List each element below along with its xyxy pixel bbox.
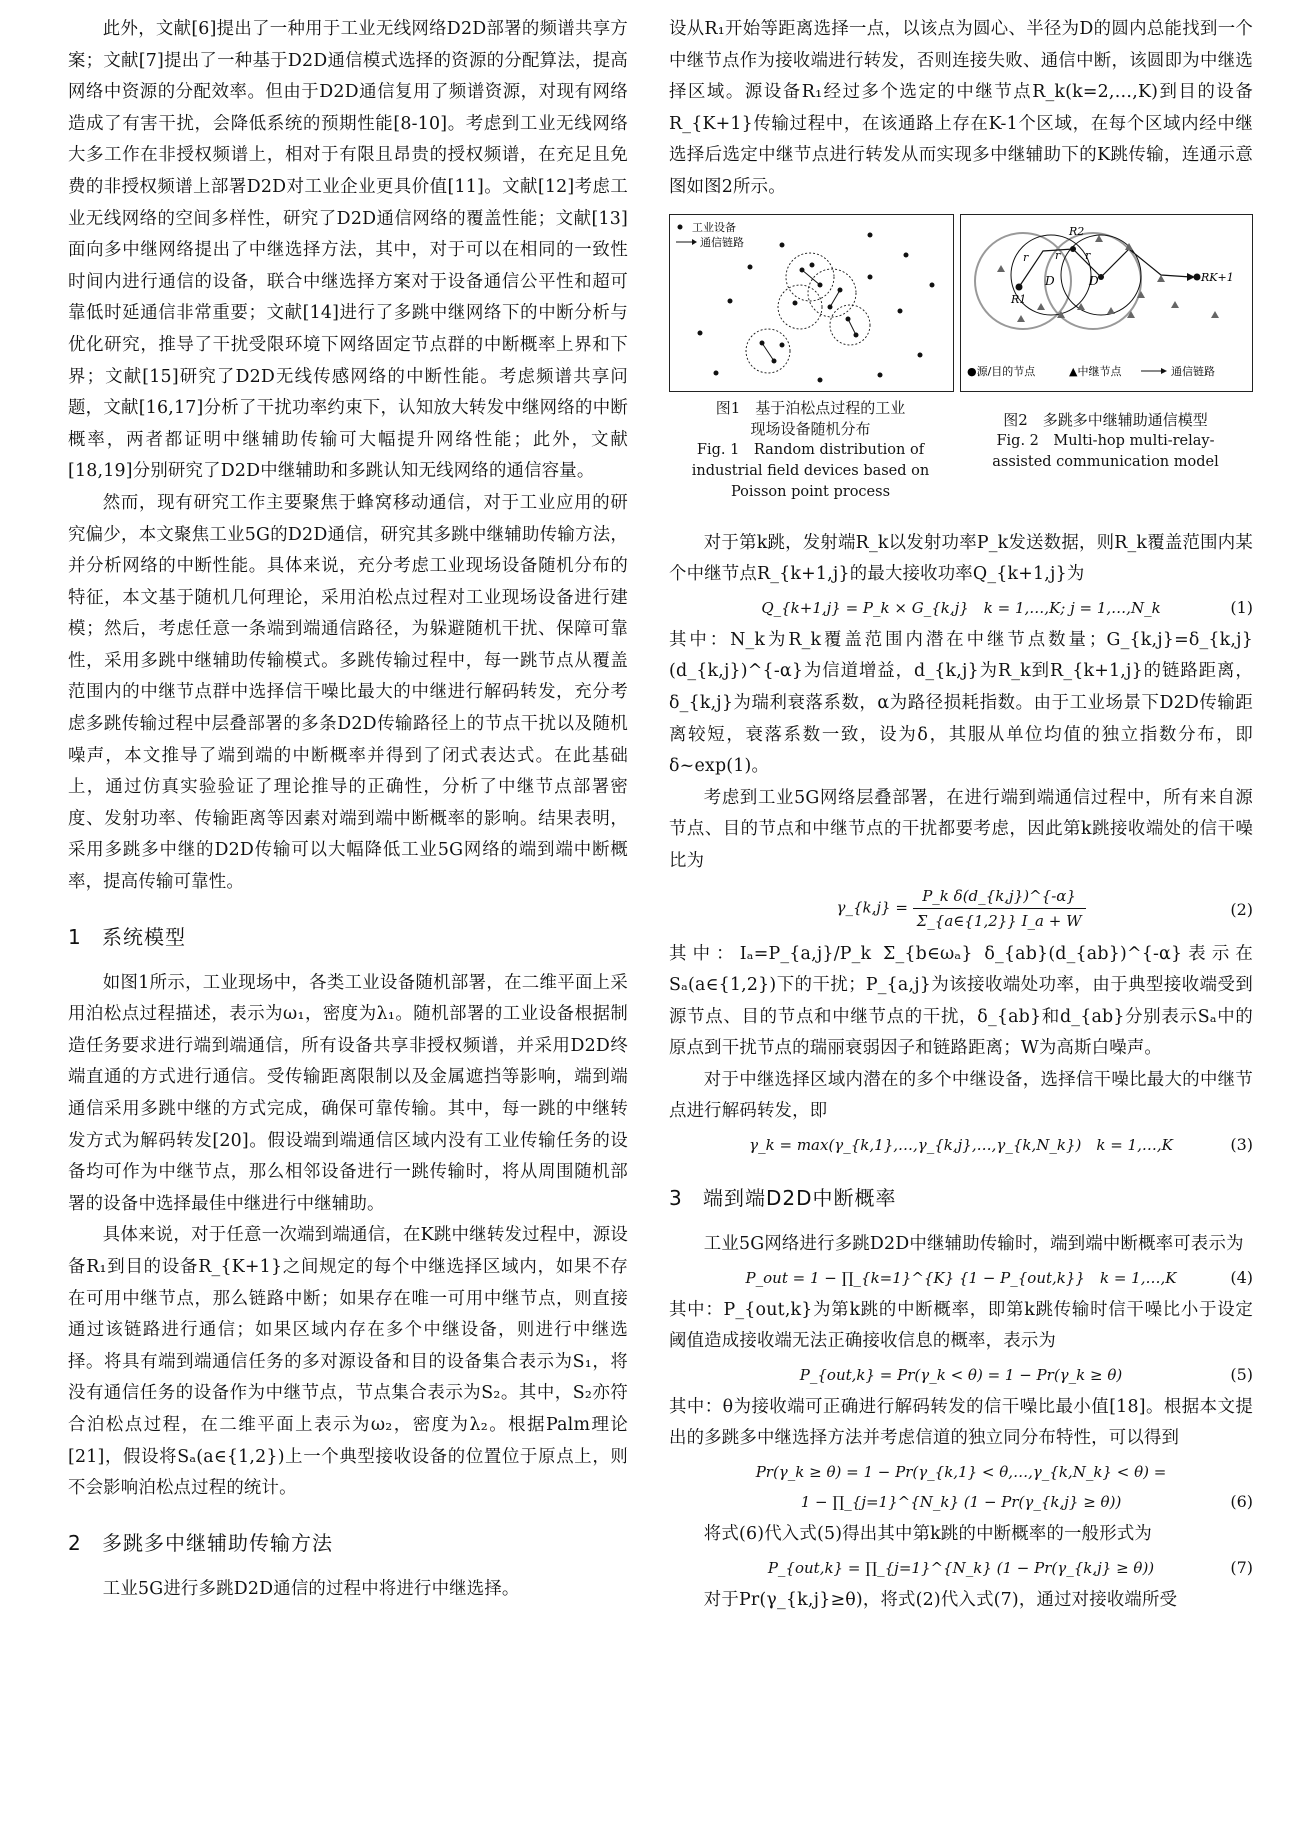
caption-en: industrial field devices based on bbox=[691, 462, 930, 479]
equation-fraction bbox=[913, 884, 1086, 933]
left-column bbox=[68, 14, 628, 1605]
section-title: 多跳多中继辅助传输方法 bbox=[102, 1530, 333, 1555]
fraction-denominator: Σ_{a∈{1,2}} I_a + W bbox=[916, 911, 1082, 930]
caption-cn: 现场设备随机分布 bbox=[750, 419, 871, 438]
fraction-numerator: P_k δ(d_{k,j})^{-α} bbox=[913, 884, 1086, 909]
paragraph: 其中：Iₐ=P_{a,j}/P_k Σ_{b∈ωₐ} δ_{ab}(d_{ab})^{-α}表示在Sₐ(a∈{1,2})下的干扰；P_{a,j}为该接收端处功率，由于典型接收端受到源节点、目的节点和中继节点的干扰，δ_{ab}和d_{ab}分别表示Sₐ中的原点到干扰节点的瑞丽衰弱因子和链路距离；W为高斯白噪声。 bbox=[669, 943, 1253, 1059]
equation-body: Q_{k+1,j} = P_k × G_{k,j} k = 1,…,K; j = 1,…,N_k bbox=[761, 598, 1161, 617]
section-number: 3 bbox=[669, 1186, 683, 1211]
legend-device-label: 工业设备 bbox=[692, 220, 736, 234]
fig2-selection-circles bbox=[1011, 235, 1141, 315]
paragraph: 将式(6)代入式(5)得出其中第k跳的中断概率的一般形式为 bbox=[703, 1524, 1152, 1545]
paragraph: 对于第k跳，发射端R_k以发射功率P_k发送数据，则R_k覆盖范围内某个中继节点R_{k+1,j}的最大接收功率Q_{k+1,j}为 bbox=[669, 532, 1253, 585]
paragraph: 然而，现有研究工作主要聚焦于蜂窝移动通信，对于工业应用的研究偏少，本文聚焦工业5G的D2D通信，研究其多跳中继辅助传输方法，并分析网络的中断性能。具体来说，充分考虑工业现场设备随机分布的特征，本文基于随机几何理论，采用泊松点过程对工业现场设备进行建模；然后，考虑任意一条端到端通信路径，为躲避随机干扰、保障可靠性，采用多跳中继辅助传输模式。多跳传输过程中，每一跳节点从覆盖范围内的中继节点群中选择信干噪比最大的中继进行解码转发，充分考虑多跳传输过程中层叠部署的多条D2D传输路径上的节点干扰以及随机噪声，本文推导了端到端的中断概率并得到了闭式表达式。在此基础上，通过仿真实验验证了理论推导的正确性，分析了中继节点部署密度、发射功率、传输距离等因素对端到端中断概率的影响。结果表明，采用多跳多中继的D2D传输可以大幅降低工业5G网络的端到端中断概率，提高传输可靠性。 bbox=[68, 492, 628, 893]
equation-4 bbox=[669, 1263, 1253, 1293]
paragraph: 其中：P_{out,k}为第k跳的中断概率，即第k跳传输时信干噪比小于设定阈值造成接收端无法正确接收信息的概率，表示为 bbox=[669, 1299, 1253, 1352]
equation-7 bbox=[669, 1553, 1253, 1583]
paragraph: 如图1所示，工业现场中，各类工业设备随机部署，在二维平面上采用泊松点过程描述，表示为ω₁，密度为λ₁。随机部署的工业设备根据制造任务要求进行端到端通信，所有设备共享非授权频谱，并采用D2D终端直通的方式进行通信。受传输距离限制以及金属遮挡等影响，端到端通信采用多跳中继的方式完成，确保可靠传输。其中，每一跳的中继转发方式为解码转发[20]。假设端到端通信区域内没有工业传输任务的设备均可作为中继节点，那么相邻设备进行一跳传输时，将从周围随机部署的设备中选择最佳中继进行中继辅助。 bbox=[68, 972, 628, 1214]
figure-1-diagram bbox=[670, 215, 953, 391]
section-title: 系统模型 bbox=[102, 924, 186, 949]
paragraph: 其中：N_k为R_k覆盖范围内潜在中继节点数量；G_{k,j}=δ_{k,j}(d_{k,j})^{-α}为信道增益，d_{k,j}为R_k到R_{k+1,j}的链路距离，δ_{k,j}为瑞利衰落系数，α为路径损耗指数。由于工业场景下D2D传输距离较短，衰落系数一致，设为δ，其服从单位均值的独立指数分布，即δ~exp(1)。 bbox=[669, 629, 1253, 777]
paragraph: 工业5G进行多跳D2D通信的过程中将进行中继选择。 bbox=[102, 1578, 520, 1599]
legend-device-dot bbox=[678, 224, 683, 229]
figure-1-caption bbox=[669, 398, 952, 503]
caption-cn: 图2 多跳多中继辅助通信模型 bbox=[1003, 410, 1208, 429]
fig2-label-r1: R1 bbox=[1011, 292, 1027, 306]
equation-5 bbox=[669, 1360, 1253, 1390]
fig1-devices bbox=[698, 232, 935, 382]
section-heading-1 bbox=[68, 921, 628, 950]
paragraph: 考虑到工业5G网络层叠部署，在进行端到端通信过程中，所有来自源节点、目的节点和中继节点的干扰都要考虑，因此第k跳接收端处的信干噪比为 bbox=[669, 787, 1253, 871]
figure-2-diagram bbox=[961, 215, 1252, 391]
equation-number: (7) bbox=[1230, 1557, 1253, 1577]
fig2-label-r-2: r bbox=[1055, 248, 1061, 262]
figure-1 bbox=[669, 214, 954, 392]
fig2-label-d1: D bbox=[1045, 273, 1055, 288]
equation-number: (1) bbox=[1230, 597, 1253, 617]
figure-2-caption bbox=[960, 410, 1251, 473]
caption-en: Poisson point process bbox=[730, 483, 891, 500]
fig2-legend-src: ●源/目的节点 bbox=[967, 364, 1036, 378]
fig2-label-r2: R2 bbox=[1069, 224, 1085, 238]
figures-row bbox=[669, 214, 1253, 394]
paragraph: 对于中继选择区域内潜在的多个中继设备，选择信干噪比最大的中继节点进行解码转发，即 bbox=[669, 1069, 1253, 1122]
figure-captions bbox=[669, 398, 1253, 528]
equation-2 bbox=[669, 880, 1253, 937]
paragraph: 其中：θ为接收端可正确进行解码转发的信干噪比最小值[18]。根据本文提出的多跳多中继选择方法并考虑信道的独立同分布特性，可以得到 bbox=[669, 1396, 1253, 1449]
legend-link-label: 通信链路 bbox=[700, 235, 744, 249]
paragraph: 工业5G网络进行多跳D2D中继辅助传输时，端到端中断概率可表示为 bbox=[703, 1234, 1244, 1255]
paragraph: 具体来说，对于任意一次端到端通信，在K跳中继转发过程中，源设备R₁到目的设备R_{K+1}之间规定的每个中继选择区域内，如果不存在可用中继节点，那么链路中断；如果存在唯一可用中继节点，则直接通过该链路进行通信；如果区域内存在多个中继设备，则进行中继选择。将具有端到端通信任务的多对源设备和目的设备集合表示为S₁，将没有通信任务的设备作为中继节点，节点集合表示为S₂。其中，S₂亦符合泊松点过程，在二维平面上表示为ω₂，密度为λ₂。根据Palm理论[21]，假设将Sₐ(a∈{1,2})上一个典型接收设备的位置位于原点上，则不会影响泊松点过程的统计。 bbox=[68, 1225, 628, 1499]
fig1-links bbox=[762, 270, 856, 361]
equation-body: P_{out,k} = ∏_{j=1}^{N_k} (1 − Pr(γ_{k,j} ≥ θ)) bbox=[767, 1558, 1155, 1577]
caption-en: Fig. 1 Random distribution of bbox=[696, 441, 925, 458]
figure-2 bbox=[960, 214, 1253, 392]
section-number: 1 bbox=[68, 924, 82, 949]
equation-6 bbox=[669, 1457, 1253, 1517]
paragraph: 对于Pr(γ_{k,j}≥θ)，将式(2)代入式(7)，通过对接收端所受 bbox=[703, 1589, 1178, 1610]
equation-1 bbox=[669, 593, 1253, 623]
equation-body: P_{out,k} = Pr(γ_k < θ) = 1 − Pr(γ_k ≥ θ) bbox=[799, 1365, 1123, 1384]
equation-number: (2) bbox=[1230, 899, 1253, 919]
equation-body: P_out = 1 − ∏_{k=1}^{K} {1 − P_{out,k}} k = 1,…,K bbox=[745, 1268, 1177, 1287]
equation-3 bbox=[669, 1130, 1253, 1160]
paragraph: 此外，文献[6]提出了一种用于工业无线网络D2D部署的频谱共享方案；文献[7]提出了一种基于D2D通信模式选择的资源的分配算法，提高网络中资源的分配效率。但由于D2D通信复用了频谱资源，对现有网络造成了有害干扰，会降低系统的预期性能[8-10]。考虑到工业无线网络大多工作在非授权频谱上，相对于有限且昂贵的授权频谱，在充足且免费的非授权频谱上部署D2D对工业企业更具价值[11]。文献[12]考虑工业无线网络的空间多样性，研究了D2D通信网络的覆盖性能；文献[13]面向多中继网络提出了中继选择方法，其中，对于可以在相同的一致性时间内进行通信的设备，联合中继选择方案对于设备通信公平性和超可靠低时延通信非常重要；文献[14]进行了多跳中继网络下的中断分析与优化研究，推导了干扰受限环境下网络固定节点群的中断概率上界和下界；文献[15]研究了D2D无线传感网络的中断性能。考虑频谱共享问题，文献[16,17]分析了干扰功率约束下，认知放大转发中继网络的中断概率，两者都证明中继辅助传输可大幅提升网络性能；此外，文献[18,19]分别研究了D2D中继辅助和多跳认知无线网络的通信容量。 bbox=[68, 19, 628, 482]
caption-cn: 图1 基于泊松点过程的工业 bbox=[715, 398, 906, 417]
equation-number: (4) bbox=[1230, 1267, 1253, 1287]
equation-number: (6) bbox=[1230, 1492, 1253, 1512]
equation-body: γ_k = max(γ_{k,1},…,γ_{k,j},…,γ_{k,N_k}) k = 1,…,K bbox=[749, 1136, 1173, 1155]
section-heading-3 bbox=[669, 1182, 1253, 1211]
section-heading-2 bbox=[68, 1527, 628, 1556]
fig2-label-d2: D bbox=[1089, 273, 1099, 288]
section-title: 端到端D2D中断概率 bbox=[703, 1186, 897, 1211]
caption-en: Fig. 2 Multi-hop multi-relay- bbox=[996, 432, 1215, 449]
equation-number: (5) bbox=[1230, 1364, 1253, 1384]
fig1-cluster-circles bbox=[746, 253, 870, 373]
equation-line: 1 − ∏_{j=1}^{N_k} (1 − Pr(γ_{k,j} ≥ θ)) bbox=[800, 1493, 1122, 1512]
caption-en: assisted communication model bbox=[992, 453, 1219, 470]
fig2-label-r-1: r bbox=[1023, 250, 1029, 264]
fig2-legend-link-arrow bbox=[1161, 368, 1167, 374]
fig2-legend-link: 通信链路 bbox=[1171, 364, 1215, 378]
equation-lhs: γ_{k,j} = bbox=[836, 898, 908, 916]
legend-link-arrow bbox=[692, 239, 697, 245]
right-column bbox=[669, 14, 1253, 1616]
equation-number: (3) bbox=[1230, 1135, 1253, 1155]
section-number: 2 bbox=[68, 1530, 82, 1555]
equation-line: Pr(γ_k ≥ θ) = 1 − Pr(γ_{k,1} < θ,…,γ_{k,N_k} < θ) = bbox=[755, 1463, 1167, 1482]
fig2-label-rk1: RK+1 bbox=[1201, 270, 1234, 284]
fig2-label-r-3: r bbox=[1085, 248, 1091, 262]
fig2-nodes bbox=[1016, 246, 1201, 291]
fig2-legend-relay: ▲中继节点 bbox=[1069, 364, 1122, 378]
paragraph: 设从R₁开始等距离选择一点，以该点为圆心、半径为D的圆内总能找到一个中继节点作为接收端进行转发，否则连接失败、通信中断，该圆即为中继选择区域。源设备R₁经过多个选定的中继节点R_k(k=2,…,K)到目的设备R_{K+1}传输过程中，在该通路上存在K-1个区域，在每个区域内经中继选择后选定中继节点进行转发从而实现多中继辅助下的K跳传输，连通示意图如图2所示。 bbox=[669, 19, 1253, 197]
